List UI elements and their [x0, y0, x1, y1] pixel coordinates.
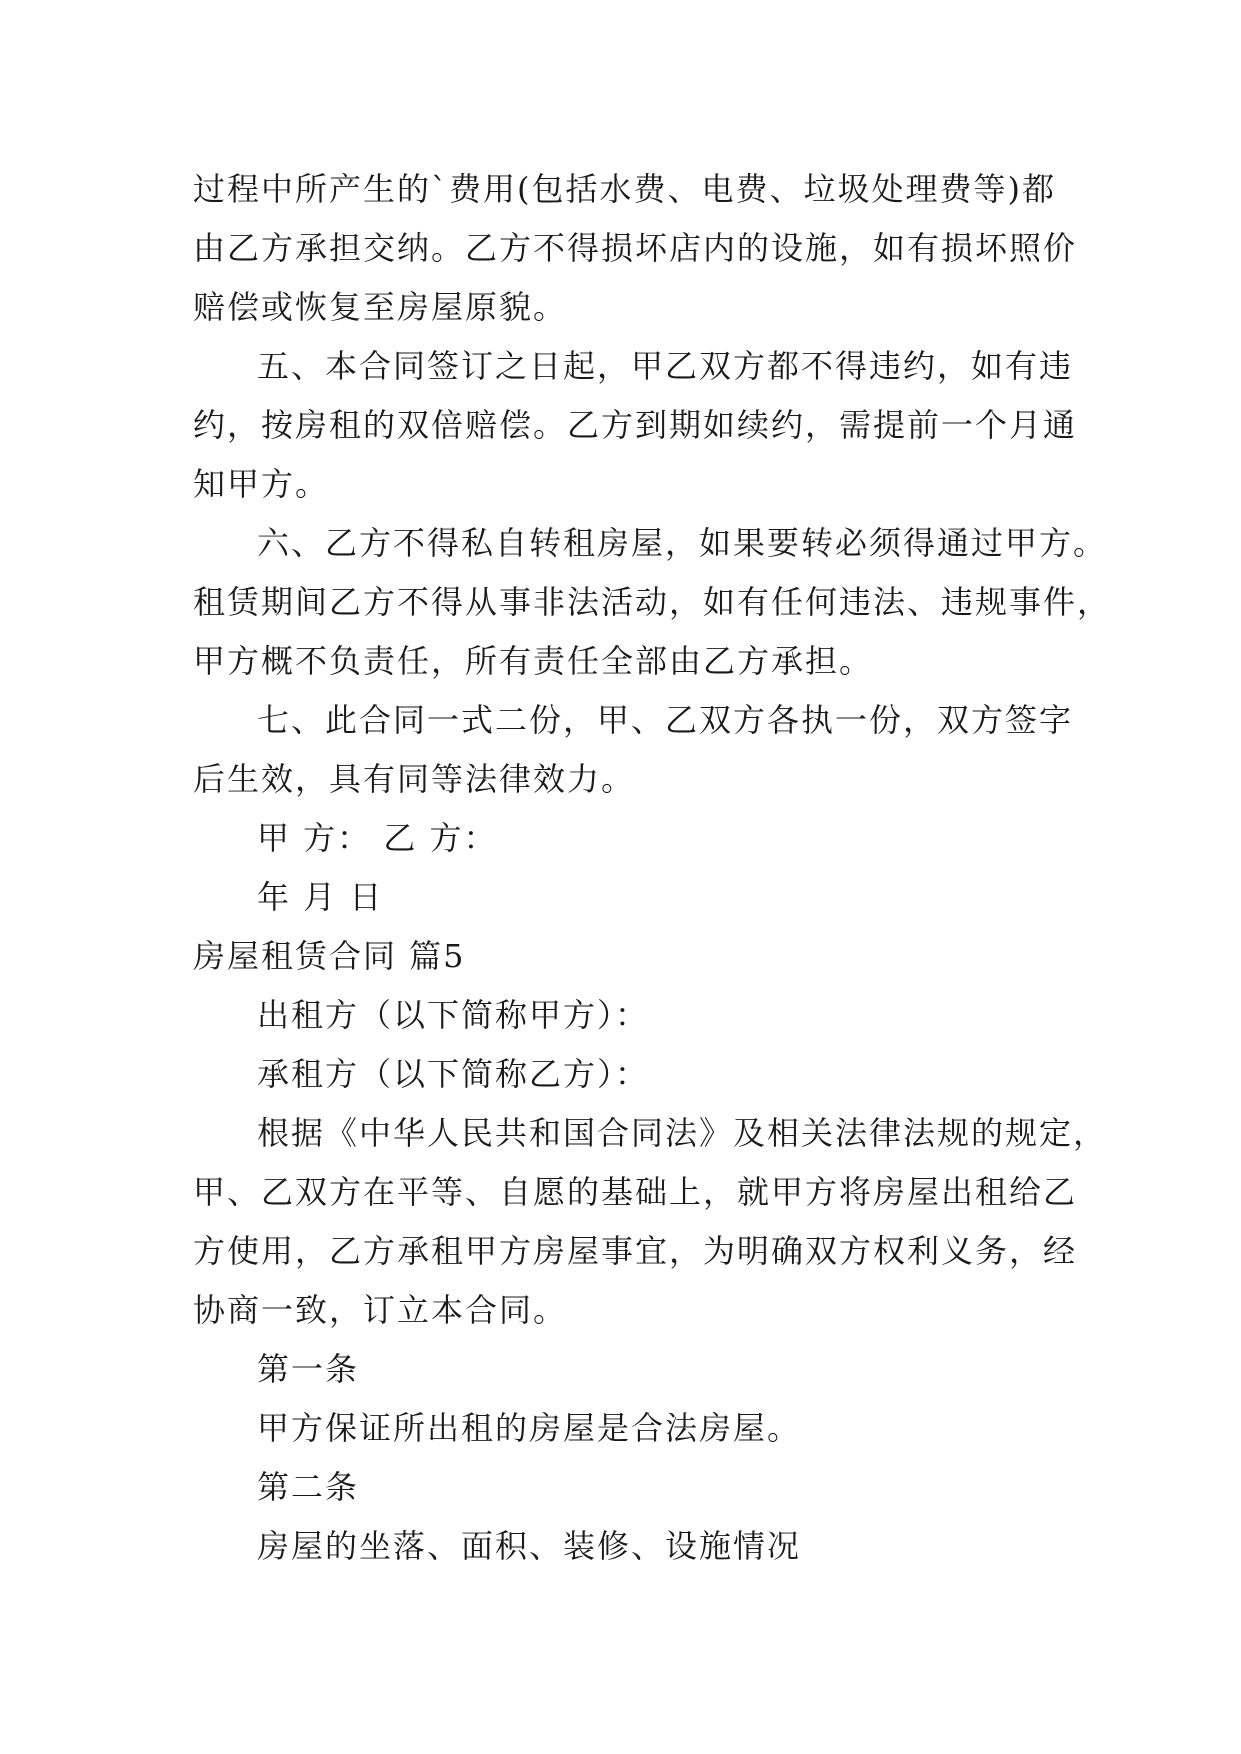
- clause-five-start: 五、本合同签订之日起，甲乙双方都不得违约，如有违: [257, 347, 1074, 385]
- text-line: 协商一致，订立本合同。: [193, 1291, 568, 1329]
- signature-date: 年 月 日: [257, 878, 384, 916]
- article-one-heading: 第一条: [257, 1350, 360, 1388]
- document-body: [193, 160, 1112, 1576]
- clause-six-start: 六、乙方不得私自转租房屋，如果要转必须得通过甲方。: [257, 524, 1108, 562]
- lessor-line: 出租方（以下简称甲方）：: [257, 996, 650, 1034]
- text-line: 知甲方。: [193, 465, 330, 503]
- text-line: 租赁期间乙方不得从事非法活动，如有任何违法、违规事件，: [193, 583, 1112, 621]
- text-line: 甲方概不负责任，所有责任全部由乙方承担。: [193, 642, 874, 680]
- signature-parties: 甲 方： 乙 方：: [257, 819, 498, 857]
- article-two-body: 房屋的坐落、面积、装修、设施情况: [257, 1527, 802, 1565]
- clause-seven-start: 七、此合同一式二份，甲、乙双方各执一份，双方签字: [257, 701, 1074, 739]
- text-line: 由乙方承担交纳。乙方不得损坏店内的设施，如有损坏照价: [193, 229, 1078, 267]
- text-line: 赔偿或恢复至房屋原貌。: [193, 288, 568, 326]
- section-title: 房屋租赁合同 篇5: [193, 937, 466, 975]
- article-one-body: 甲方保证所出租的房屋是合法房屋。: [257, 1409, 802, 1447]
- article-two-heading: 第二条: [257, 1468, 360, 1506]
- lessee-line: 承租方（以下简称乙方）：: [257, 1055, 650, 1093]
- text-line: 约，按房租的双倍赔偿。乙方到期如续约，需提前一个月通: [193, 406, 1078, 444]
- text-line: 后生效，具有同等法律效力。: [193, 760, 636, 798]
- preamble-start: 根据《中华人民共和国合同法》及相关法律法规的规定，: [257, 1114, 1108, 1152]
- text-line: 甲、乙双方在平等、自愿的基础上，就甲方将房屋出租给乙: [193, 1173, 1078, 1211]
- text-line: 方使用，乙方承租甲方房屋事宜，为明确双方权利义务，经: [193, 1232, 1078, 1270]
- text-line: 过程中所产生的`费用(包括水费、电费、垃圾处理费等)都: [193, 170, 1056, 208]
